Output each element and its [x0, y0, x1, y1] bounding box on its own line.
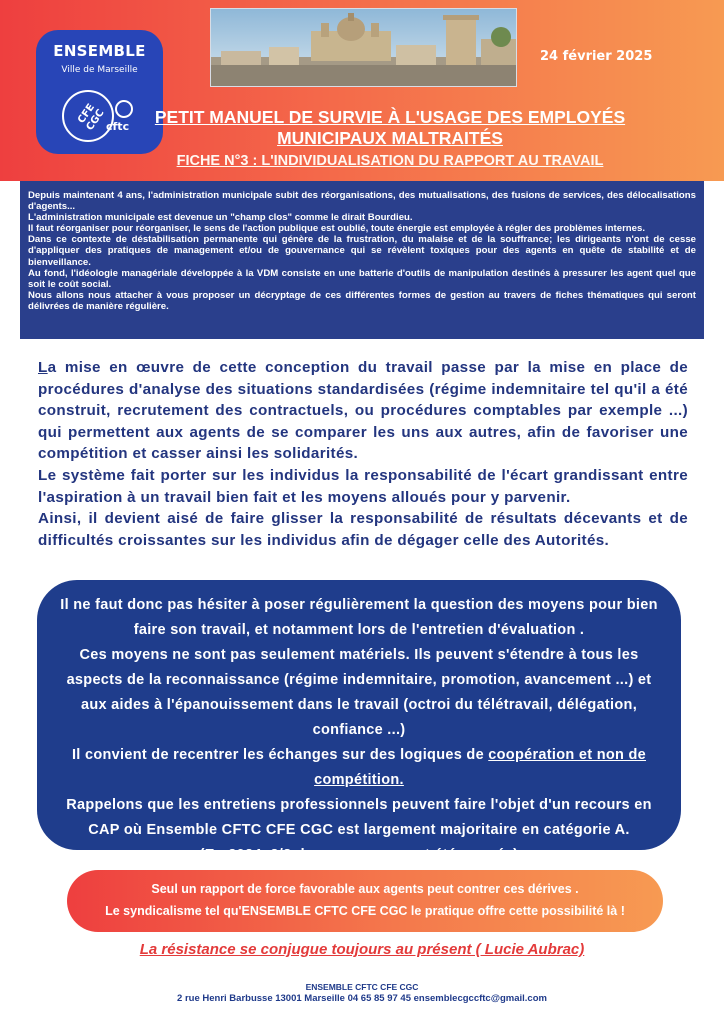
- intro-box: [20, 181, 704, 339]
- page-subtitle: FICHE N°3 : L'INDIVIDUALISATION DU RAPPORT AU TRAVAIL: [176, 153, 604, 169]
- intro-paragraph: L'administration municipale est devenue un "champ clos" comme le dirait Bourdieu.: [28, 212, 413, 224]
- cta-line-1: Seul un rapport de force favorable aux agents peut contrer ces dérives .: [151, 882, 579, 896]
- closing-quote: La résistance se conjugue toujours au présent ( Lucie Aubrac): [139, 941, 585, 958]
- main-paragraph-2: Le système fait porter sur les individus la responsabilité de l'écart grandissant entre l'aspiration à un travail bien fait et les moyens alloués pour y parvenir.: [38, 466, 688, 506]
- advice-paragraph-5: (En 2024, 2/3 de ces recours ont été gagnés): [199, 847, 519, 863]
- main-paragraph-1-text: a mise en œuvre de cette conception du travail passe par la mise en place de procédures d'analyse des situations standardisées (régime indemnitaire tel qu'il a été construit, recrutement des contractuels, ou procédures comptables par exemple ...) qui permettent aux agents de se comparer les uns aux autres, afin de favoriser une compétition et casser ainsi les solidarités.: [38, 359, 688, 463]
- footer-contact: 2 rue Henri Barbusse 13001 Marseille 04 65 85 97 45 ensemblecgccftc@gmail.com: [177, 993, 547, 1004]
- logo-title: ENSEMBLE: [53, 42, 146, 60]
- footer-organization: ENSEMBLE CFTC CFE CGC: [305, 982, 419, 992]
- main-text: [38, 357, 688, 551]
- advice-paragraph-3-text: Il convient de recentrer les échanges sur des logiques de: [71, 747, 489, 763]
- marseille-panorama-photo: [210, 8, 517, 87]
- intro-paragraph: Au fond, l'idéologie managériale développée à la VDM consiste en une batterie d'outils de manipulation destinés à pressurer les agent quel que soit le coût social.: [28, 267, 696, 290]
- drop-letter: L: [38, 359, 48, 376]
- advice-paragraph-2: Ces moyens ne sont pas seulement matériels. Ils peuvent s'étendre à tous les aspects de la reconnaissance (régime indemnitaire, promotion, avancement ...) et aux aides à l'épanouissement dans le travail (octroi du télétravail, délégation, confiance ...): [66, 647, 652, 738]
- advice-paragraph-4: Rappelons que les entretiens professionnels peuvent faire l'objet d'un recours en CAP où Ensemble CFTC CFE CGC est largement majoritaire en catégorie A.: [66, 797, 652, 838]
- marseille-panorama-illustration: [211, 9, 516, 86]
- intro-paragraph: Nous allons nous attacher à vous proposer un décryptage de ces différentes formes de gestion au travers de fiches thématiques qui seront délivrées de manière régulière.: [28, 289, 696, 312]
- intro-paragraph: Dans ce contexte de déstabilisation permanente qui génère de la frustration, du malaise et de la souffrance; les dirigeants n'ont de cesse d'appliquer des pratiques de management et/ou de gouvernance qui se révèlent toxiques pour des agents en quête de stabilité et de bienveillance.: [28, 234, 696, 268]
- publication-date: 24 février 2025: [540, 49, 653, 64]
- main-paragraph-3: Ainsi, il devient aisé de faire glisser la responsabilité de résultats décevants et de difficultés croissantes sur les individus afin de dégager celle des Autorités.: [38, 510, 688, 549]
- call-to-action-box: [67, 870, 663, 932]
- header-banner: [0, 0, 724, 181]
- advice-emphasis: coopération et non de compétition.: [314, 747, 647, 788]
- page-title-line-2: MUNICIPAUX MALTRAITÉS: [277, 128, 503, 148]
- advice-paragraph-3: [55, 743, 663, 793]
- advice-paragraph-1: Il ne faut donc pas hésiter à poser régulièrement la question des moyens pour bien faire son travail, et notamment lors de l'entretien d'évaluation .: [60, 597, 658, 638]
- page-title-line-1: PETIT MANUEL DE SURVIE À L'USAGE DES EMPLOYÉS: [154, 107, 626, 127]
- main-paragraph-1: [38, 357, 688, 465]
- intro-paragraph: Il faut réorganiser pour réorganiser, le sens de l'action publique est oublié, toute énergie est employée à régler des problèmes internes.: [28, 223, 645, 235]
- cftc-label: cftc: [106, 120, 130, 133]
- cfe-cgc-label: CFE CGC: [75, 102, 107, 133]
- intro-paragraph: Depuis maintenant 4 ans, l'administration municipale subit des réorganisations, des mutualisations, des fusions de services, des délocalisations d'agents...: [28, 190, 696, 213]
- logo-subtitle: Ville de Marseille: [61, 65, 138, 75]
- cta-line-2: Le syndicalisme tel qu'ENSEMBLE CFTC CFE CGC le pratique offre cette possibilité là !: [105, 904, 625, 918]
- advice-box: [37, 580, 681, 863]
